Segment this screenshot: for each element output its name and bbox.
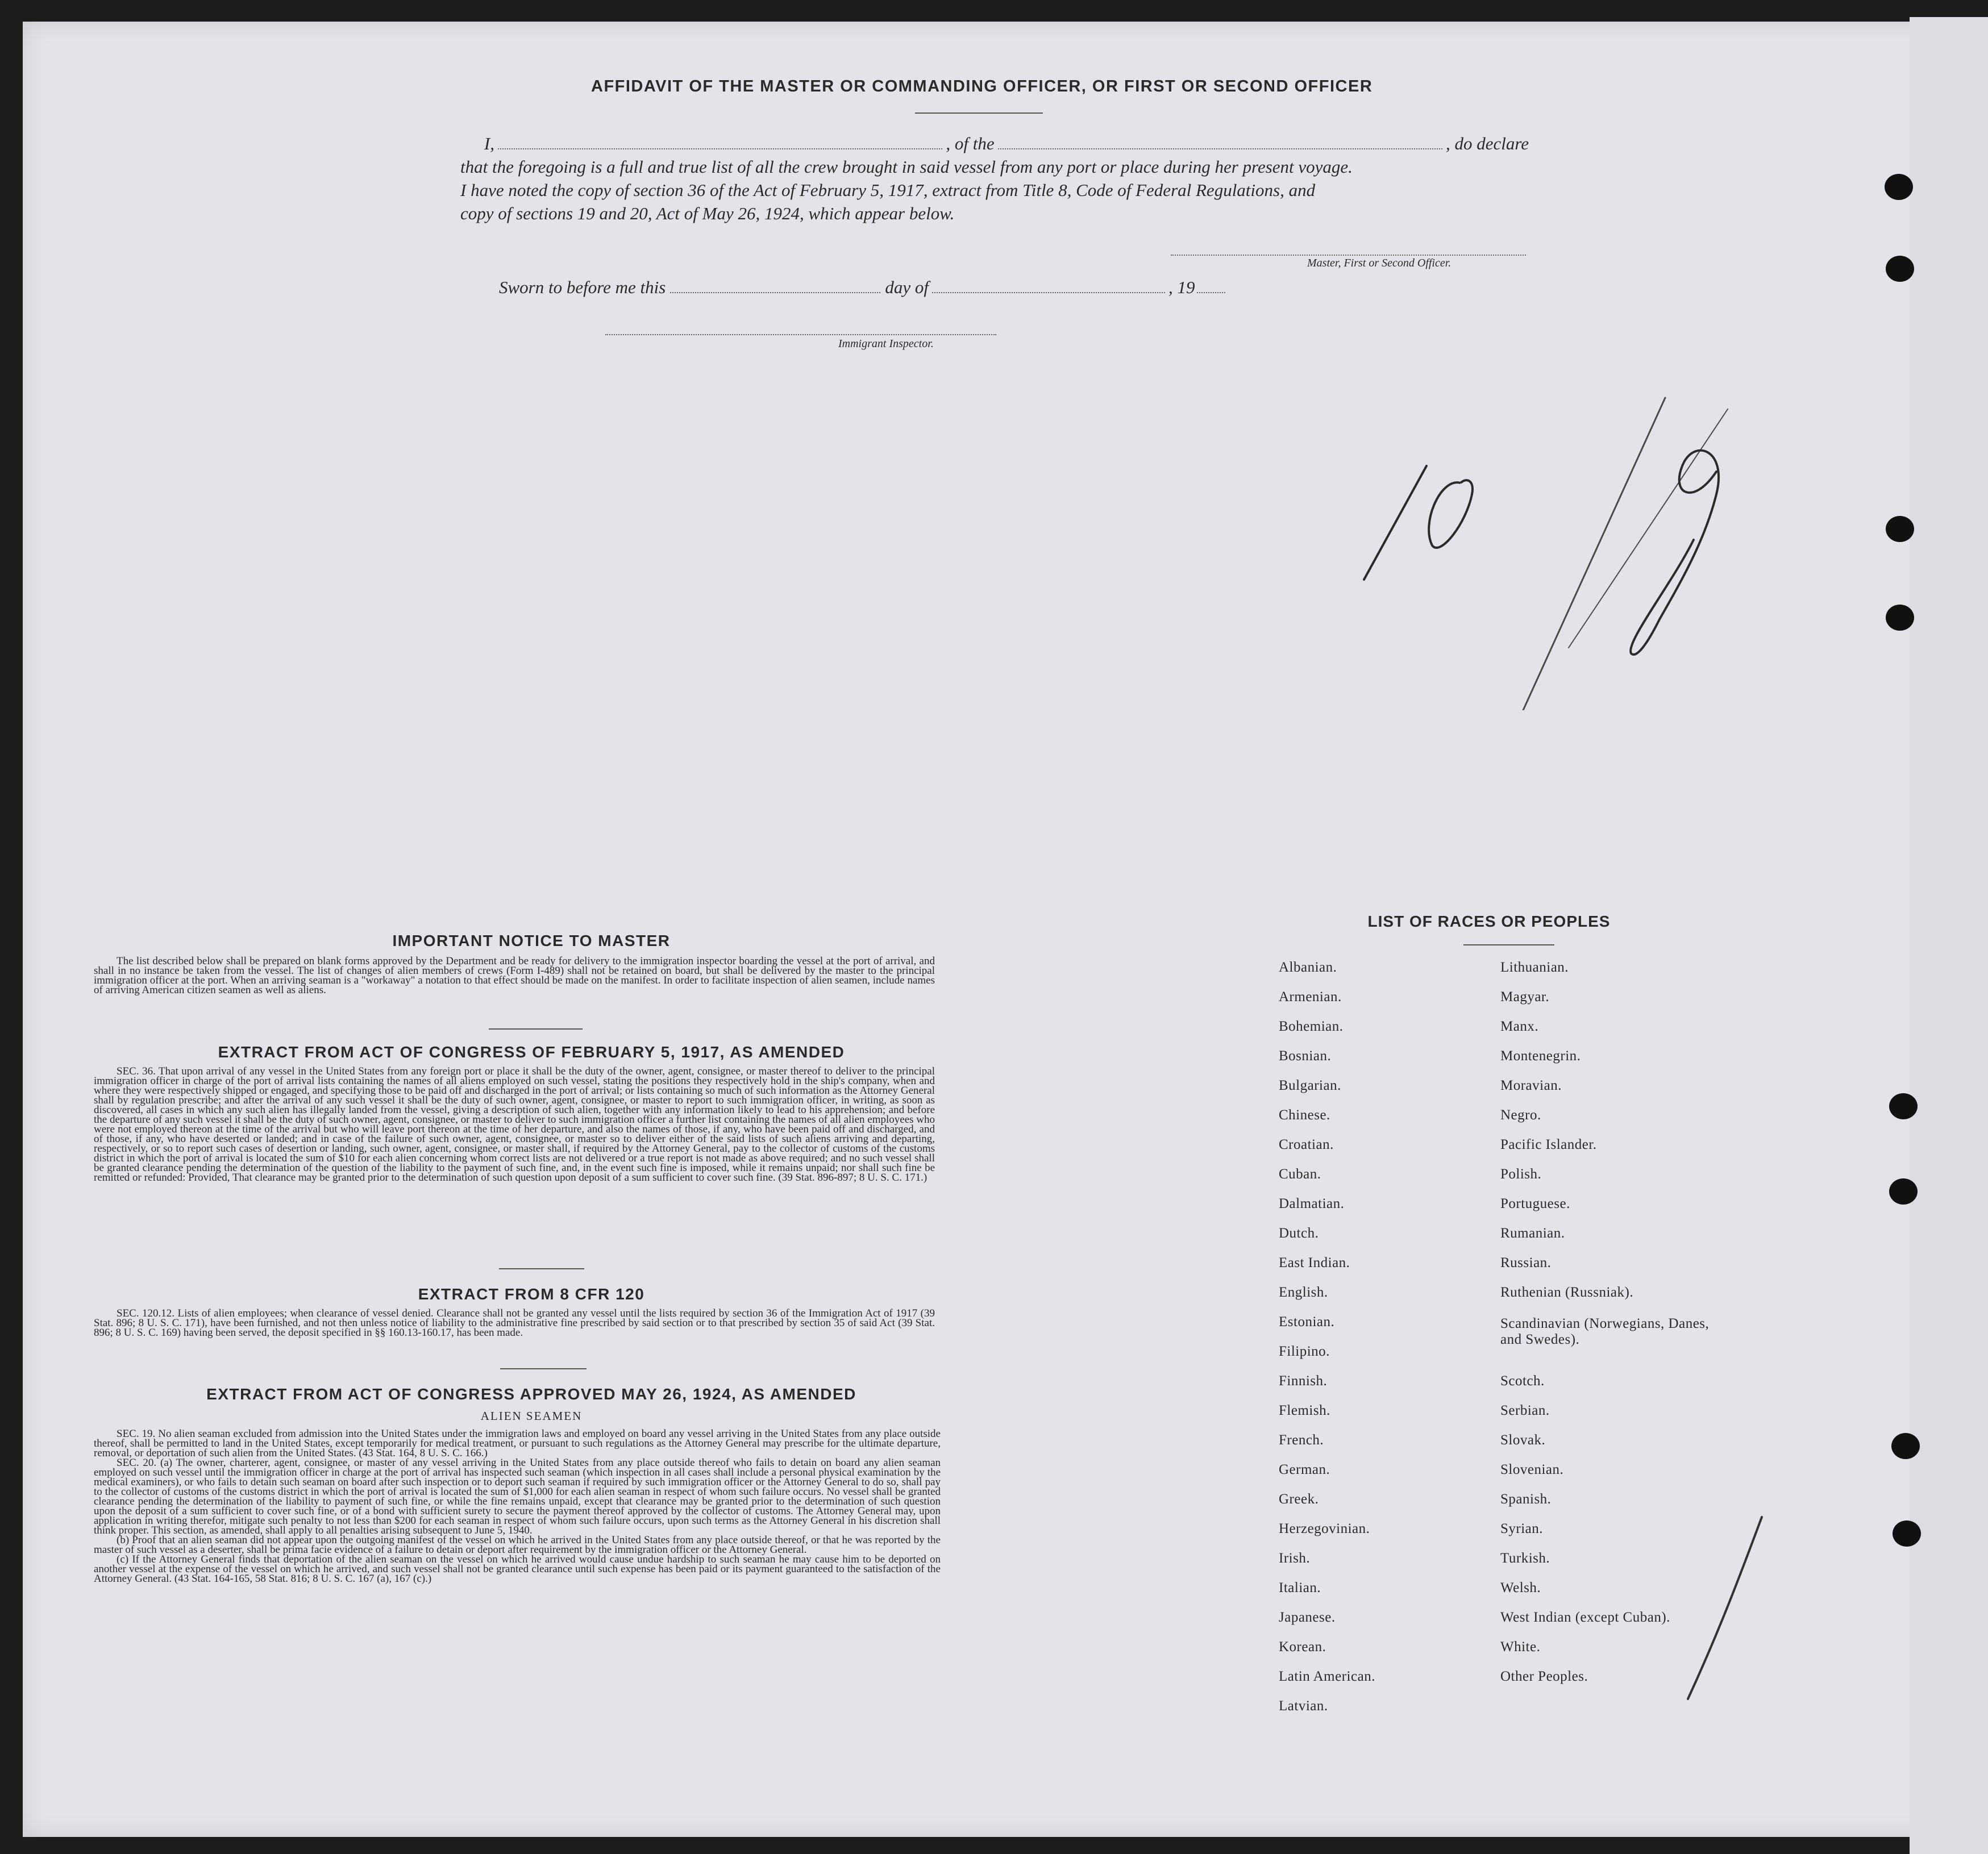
binder-hole (1886, 605, 1914, 631)
binder-hole (1889, 1093, 1918, 1119)
race-item: Montenegrin. (1500, 1048, 1581, 1064)
master-caption: Master, First or Second Officer. (1307, 257, 1452, 269)
race-item: Dutch. (1279, 1226, 1319, 1241)
handwritten-stroke (1429, 480, 1473, 548)
race-item: Rumanian. (1500, 1226, 1565, 1241)
race-item: Bosnian. (1279, 1048, 1332, 1064)
sworn-line (499, 277, 1283, 298)
master-signature-line[interactable] (1171, 255, 1526, 256)
race-item: Finnish. (1279, 1373, 1328, 1389)
race-item: Filipino. (1279, 1344, 1330, 1359)
race-item: Croatian. (1279, 1137, 1334, 1152)
race-item: Syrian. (1500, 1521, 1544, 1536)
declaration-part: , do declare (1445, 134, 1529, 153)
race-item: Serbian. (1500, 1403, 1550, 1418)
name-blank[interactable] (498, 136, 942, 149)
extract-cfr-text: SEC. 120.12. Lists of alien employees; when clearance of vessel denied. Clearance shall not be granted any vessel until the lists required by section 36 of the Immigration Act of 1917 (39 Stat. 896; 8 U. S. C. 171), have been furnished, and not then unless notice of liability to the administrative fine prescribed by said section or to that prescribed by section 35 of said Act (39 Stat. 896; 8 U. S. C. 169) having been served, the deposit specified in §§ 160.13-160.17, has been made. (94, 1307, 935, 1339)
handwritten-stroke (1364, 466, 1426, 580)
race-item: Scotch. (1500, 1373, 1545, 1389)
race-item: Greek. (1279, 1491, 1319, 1507)
race-item: West Indian (except Cuban). (1500, 1610, 1670, 1625)
race-item: Turkish. (1500, 1551, 1550, 1566)
notice-title: IMPORTANT NOTICE TO MASTER (392, 932, 671, 949)
section-rule (500, 1368, 587, 1369)
race-item: Polish. (1500, 1166, 1542, 1182)
race-item: Russian. (1500, 1255, 1552, 1270)
race-item: Portuguese. (1500, 1196, 1570, 1211)
race-item: Cuban. (1279, 1166, 1321, 1182)
race-item: Bulgarian. (1279, 1078, 1341, 1093)
binder-hole (1891, 1433, 1920, 1459)
race-item: Japanese. (1279, 1610, 1336, 1625)
sworn-day-blank[interactable] (670, 280, 880, 293)
handwritten-stroke (1631, 451, 1719, 655)
page-edge (1910, 17, 1988, 1854)
race-item: French. (1279, 1432, 1324, 1448)
extract-1917-title: EXTRACT FROM ACT OF CONGRESS OF FEBRUARY 5, 1917, AS AMENDED (218, 1043, 845, 1061)
race-item: Lithuanian. (1500, 960, 1569, 975)
sworn-year-blank[interactable] (1197, 280, 1225, 293)
race-item: Bohemian. (1279, 1019, 1344, 1034)
race-item: Slovenian. (1500, 1462, 1564, 1477)
binder-hole (1889, 1178, 1918, 1205)
race-item: Flemish. (1279, 1403, 1330, 1418)
binder-hole (1886, 516, 1914, 542)
race-item: East Indian. (1279, 1255, 1350, 1270)
inspector-signature-line[interactable] (605, 334, 996, 335)
section-rule (499, 1268, 584, 1269)
declaration-part: , of the (946, 134, 995, 153)
race-item: Welsh. (1500, 1580, 1541, 1595)
section-20a-text: SEC. 20. (a) The owner, charterer, agent, consignee, or master of any vessel arriving in the United States from any place outside thereof who fails to detain on board any alien seaman employed on such vessel until the immigration officer in charge at the port of arrival has inspected such seaman (which inspection in all cases shall include a personal physical examination by the medical examiners), or who fails to detain such seaman on board after such inspection or to deport such seaman if required by such immigration officer or the Attorney General to do so, shall pay to the collector of customs of the customs district in which the port of arrival is located the sum of $1,000 for each alien seaman in respect of whom such failure occurs. No vessel shall be granted clearance pending the determination of the liability to payment of such fine, or while the fine remains unpaid, except that clearance may be granted prior to the determination of such question upon the deposit of a sum sufficient to cover such fine, or of a bond with sufficient surety to secure the payment thereof approved by the collector of customs. The Attorney General may, upon application in writing therefor, mitigate such penalty to not less than $200 for each seaman in respect of whom such failure occurs, upon such terms as the Attorney General in his discretion shall think proper. This section, as amended, shall apply to all penalties arising subsequent to June 5, 1940. (94, 1457, 941, 1536)
race-item: Estonian. (1279, 1314, 1335, 1330)
race-item: German. (1279, 1462, 1330, 1477)
sworn-label: Sworn to before me this (499, 277, 666, 297)
sworn-year-label: , 19 (1168, 277, 1195, 297)
race-item: White. (1500, 1639, 1541, 1655)
declaration-text (460, 132, 1529, 225)
declaration-line: I have noted the copy of section 36 of the Act of February 5, 1917, extract from Title 8, Code of Federal Regulations, and (460, 180, 1316, 200)
races-title: LIST OF RACES OR PEOPLES (1367, 913, 1611, 930)
race-item: Chinese. (1279, 1107, 1330, 1123)
binder-hole (1886, 256, 1914, 282)
extract-1917-text: SEC. 36. That upon arrival of any vessel in the United States from any foreign port or place it shall be the duty of the owner, agent, consignee, or master thereof to deliver to the principal immigration officer in charge of the port of arrival lists containing the names of all aliens employed on such vessel, stating the positions they respectively hold in the ship's company, when and where they were respectively shipped or engaged, and specifying those to be paid off and discharged in the port of arrival; or lists containing so much of such information as the Attorney General shall by regulation prescribe; and after the arrival of any such vessel it shall be the duty of such owner, agent, consignee, or master to report to such immigration officer, in writing, as soon as discovered, all cases in which any such alien has illegally landed from the vessel, giving a description of such alien, together with any information likely to lead to his apprehension; and before the departure of any such vessel it shall be the duty of such owner, agent, consignee, or master to deliver to such immigration officer a further list containing the names of all alien employees who were not employed thereon at the time of the arrival but who will leave port thereon at the time of her departure, and also the names of those, if any, who have been paid off and discharged, and of those, if any, who have deserted or landed; and in case of the failure of such owner, agent, consignee, or master so to deliver either of the said lists of such aliens arriving and departing, respectively, or so to report such cases of desertion or landing, such owner, agent, consignee, or master shall, if required by the Attorney General, pay to the collector of customs of the customs district in which the port of arrival is located the sum of $10 for each alien concerning whom correct lists are not delivered or a true report is not made as above required; and no such vessel shall be granted clearance pending the determination of the question of the liability to the payment of such fine, and, in the event such fine is imposed, while it remains unpaid; nor shall such fine be remitted or refunded: Provided, That clearance may be granted prior to the determination of such question upon deposit of a sum sufficient to cover such fine. (39 Stat. 896-897; 8 U. S. C. 171.) (94, 1065, 935, 1184)
section-rule (489, 1028, 583, 1030)
race-item: Other Peoples. (1500, 1669, 1588, 1684)
race-item: Ruthenian (Russniak). (1500, 1285, 1634, 1300)
races-left-column (1279, 959, 1375, 1727)
handwritten-stroke (1569, 409, 1728, 648)
declaration-line: copy of sections 19 and 20, Act of May 26, 1924, which appear below. (460, 203, 955, 223)
declaration-line (460, 132, 1529, 155)
declaration-line: that the foregoing is a full and true list of all the crew brought in said vessel from any port or place during her present voyage. (460, 157, 1353, 177)
race-item: Herzegovinian. (1279, 1521, 1370, 1536)
handwritten-number (1330, 392, 1773, 710)
extract-1924-subtitle: ALIEN SEAMEN (480, 1409, 583, 1423)
sworn-month-blank[interactable] (932, 280, 1165, 293)
affidavit-title: AFFIDAVIT OF THE MASTER OR COMMANDING OFFICER, OR FIRST OR SECOND OFFICER (591, 77, 1373, 95)
race-item: Spanish. (1500, 1491, 1552, 1507)
binder-hole (1885, 174, 1913, 200)
notice-text: The list described below shall be prepared on blank forms approved by the Department and be ready for delivery to the immigration inspector boarding the vessel at the port of arrival, and shall in no instance be taken from the vessel. The list of changes of alien members of crews (Form I-489) shall not be retained on board, but shall be delivered by the master to the principal immigration officer at the port. When an arriving seaman is a "workaway" a notation to that effect should be made on the manifest. In order to facilitate inspection of alien seamen, include names of arriving American citizen seamen as well as aliens. (94, 955, 935, 996)
extract-cfr-title: EXTRACT FROM 8 CFR 120 (418, 1285, 645, 1303)
binder-hole (1893, 1520, 1921, 1547)
race-item: Latvian. (1279, 1698, 1328, 1714)
handwritten-stroke (1523, 398, 1665, 710)
race-item: Korean. (1279, 1639, 1326, 1655)
vessel-blank[interactable] (998, 136, 1442, 149)
extract-1924-title: EXTRACT FROM ACT OF CONGRESS APPROVED MAY 26, 1924, AS AMENDED (206, 1385, 856, 1403)
race-item: Albanian. (1279, 960, 1337, 975)
section-20c-text: (c) If the Attorney General finds that deportation of the alien seaman on the vessel on which he arrived would cause undue hardship to such seaman he may cause him to be deported on another vessel at the expense of the vessel on which he arrived, and such vessel shall not be granted clearance until such expense has been paid or its payment guaranteed to the satisfaction of the Attorney General. (43 Stat. 164-165, 58 Stat. 816; 8 U. S. C. 167 (a), 167 (c).) (94, 1553, 941, 1585)
race-item: English. (1279, 1285, 1328, 1300)
race-item: Manx. (1500, 1019, 1539, 1034)
races-title-rule (1463, 944, 1554, 945)
race-item: Negro. (1500, 1107, 1541, 1123)
race-item: Armenian. (1279, 989, 1342, 1005)
race-item: Latin American. (1279, 1669, 1375, 1684)
races-right-column (1500, 959, 1716, 1698)
section-19-text: SEC. 19. No alien seaman excluded from admission into the United States under the immigration laws and employed on board any vessel arriving in the United States from any place outside thereof, shall be permitted to land in the United States, except temporarily for medical treatment, or pursuant to such regulations as the Attorney General may prescribe for the ultimate departure, removal, or deportation of such alien from the United States. (43 Stat. 164, 8 U. S. C. 166.) (94, 1428, 941, 1459)
declaration-part: I, (484, 134, 494, 153)
inspector-caption: Immigrant Inspector. (838, 338, 934, 350)
extract-1924-body (94, 1429, 941, 1584)
race-item: Slovak. (1500, 1432, 1546, 1448)
race-item: Italian. (1279, 1580, 1321, 1595)
race-item: Scandinavian (Norwegians, Danes, and Swedes). (1500, 1316, 1710, 1347)
section-20b-text: (b) Proof that an alien seaman did not appear upon the outgoing manifest of the vessel on which he arrived in the United States from any place outside thereof, or that he was reported by the master of such vessel as a deserter, shall be prima facie evidence of a failure to detain or deport after requirement by the immigration officer or the Attorney General. (94, 1534, 941, 1556)
race-item: Irish. (1279, 1551, 1311, 1566)
race-item: Magyar. (1500, 989, 1550, 1005)
title-rule (915, 113, 1043, 114)
sworn-dayof-label: day of (885, 277, 929, 297)
race-item: Pacific Islander. (1500, 1137, 1597, 1152)
race-item: Dalmatian. (1279, 1196, 1345, 1211)
race-item: Moravian. (1500, 1078, 1562, 1093)
